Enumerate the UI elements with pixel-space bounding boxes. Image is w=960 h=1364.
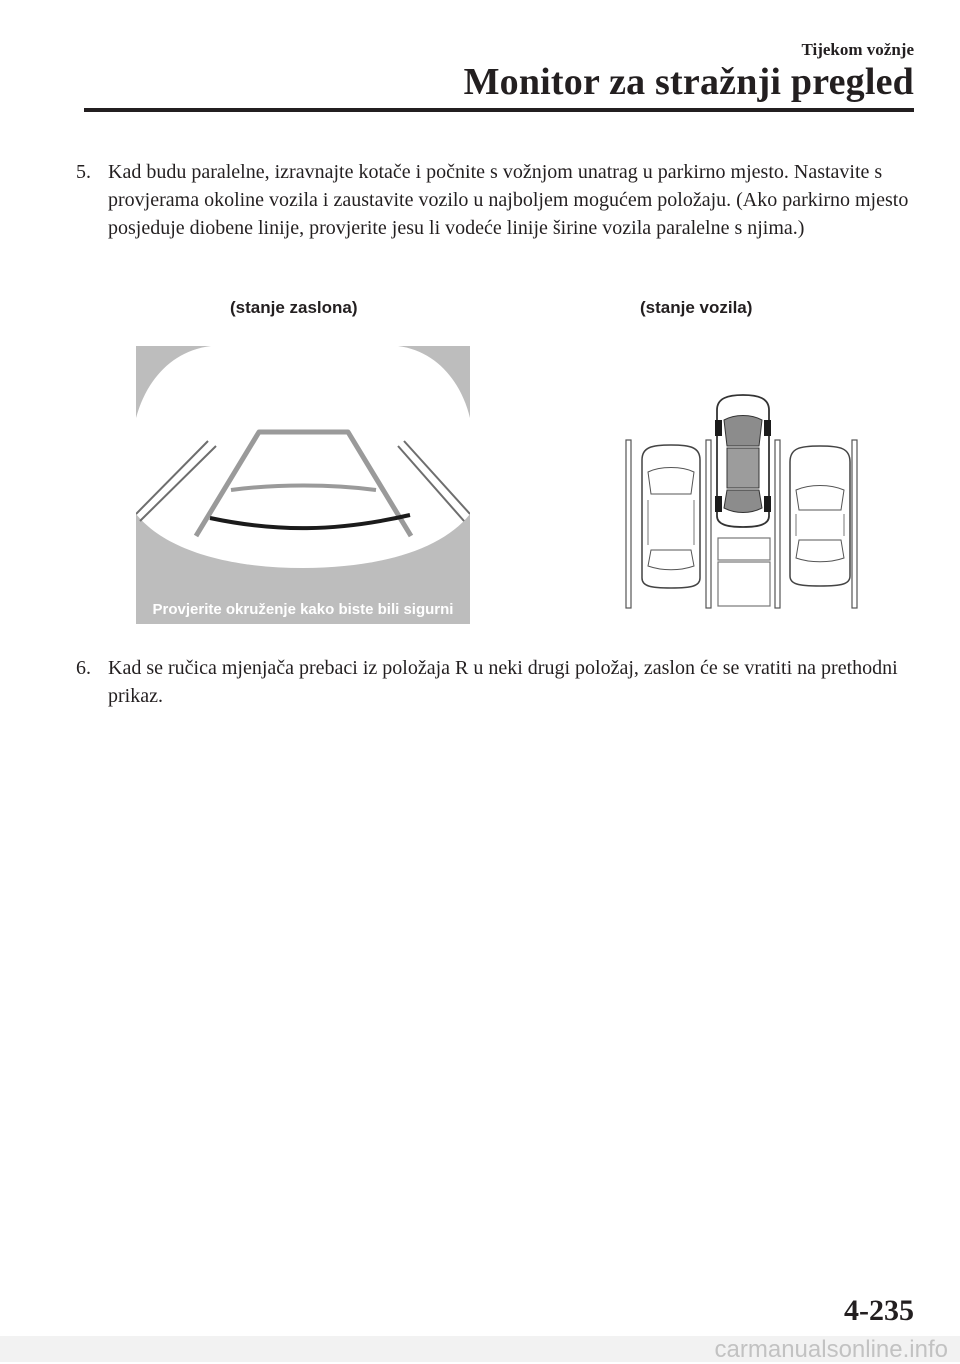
reversing-car <box>715 395 771 527</box>
parking-line <box>706 440 711 608</box>
page-title: Monitor za stražnji pregled <box>463 61 914 103</box>
parked-car-right <box>790 446 850 586</box>
rear-view-screen-illustration <box>136 346 470 624</box>
parking-vehicle-illustration <box>620 390 860 610</box>
watermark-bar <box>0 1336 960 1362</box>
parked-car-left <box>642 445 700 588</box>
step-number: 5. <box>76 161 91 183</box>
step-number: 6. <box>76 657 91 679</box>
camera-view-area <box>136 346 470 568</box>
step-text: Kad se ručica mjenjača prebaci iz položaja R u neki drugi položaj, zaslon će se vratiti na prethodni prikaz. <box>108 657 898 707</box>
step-5 <box>76 158 926 242</box>
section-title: Tijekom vožnje <box>801 40 914 59</box>
page-number: 4-235 <box>844 1294 914 1327</box>
parking-line <box>626 440 631 608</box>
step-6 <box>76 654 926 710</box>
vehicle-caption: (stanje vozila) <box>640 298 753 317</box>
watermark-text: carmanualsonline.info <box>714 1336 948 1363</box>
screen-caption: (stanje zaslona) <box>230 298 358 317</box>
header-rule <box>84 108 914 112</box>
screen-message: Provjerite okruženje kako biste bili sigurni <box>152 601 454 618</box>
step-text: Kad budu paralelne, izravnajte kotače i počnite s vožnjom unatrag u parkirno mjesto. Nastavite s provjerama okoline vozila i zaustavite vozilo u najboljem mogućem položaju. (Ako parkirno mjesto posjeduje diobene linije, provjerite jesu li vodeće linije širine vozila paralelne s njima.) <box>108 161 909 239</box>
parking-line <box>852 440 857 608</box>
parking-line <box>775 440 780 608</box>
